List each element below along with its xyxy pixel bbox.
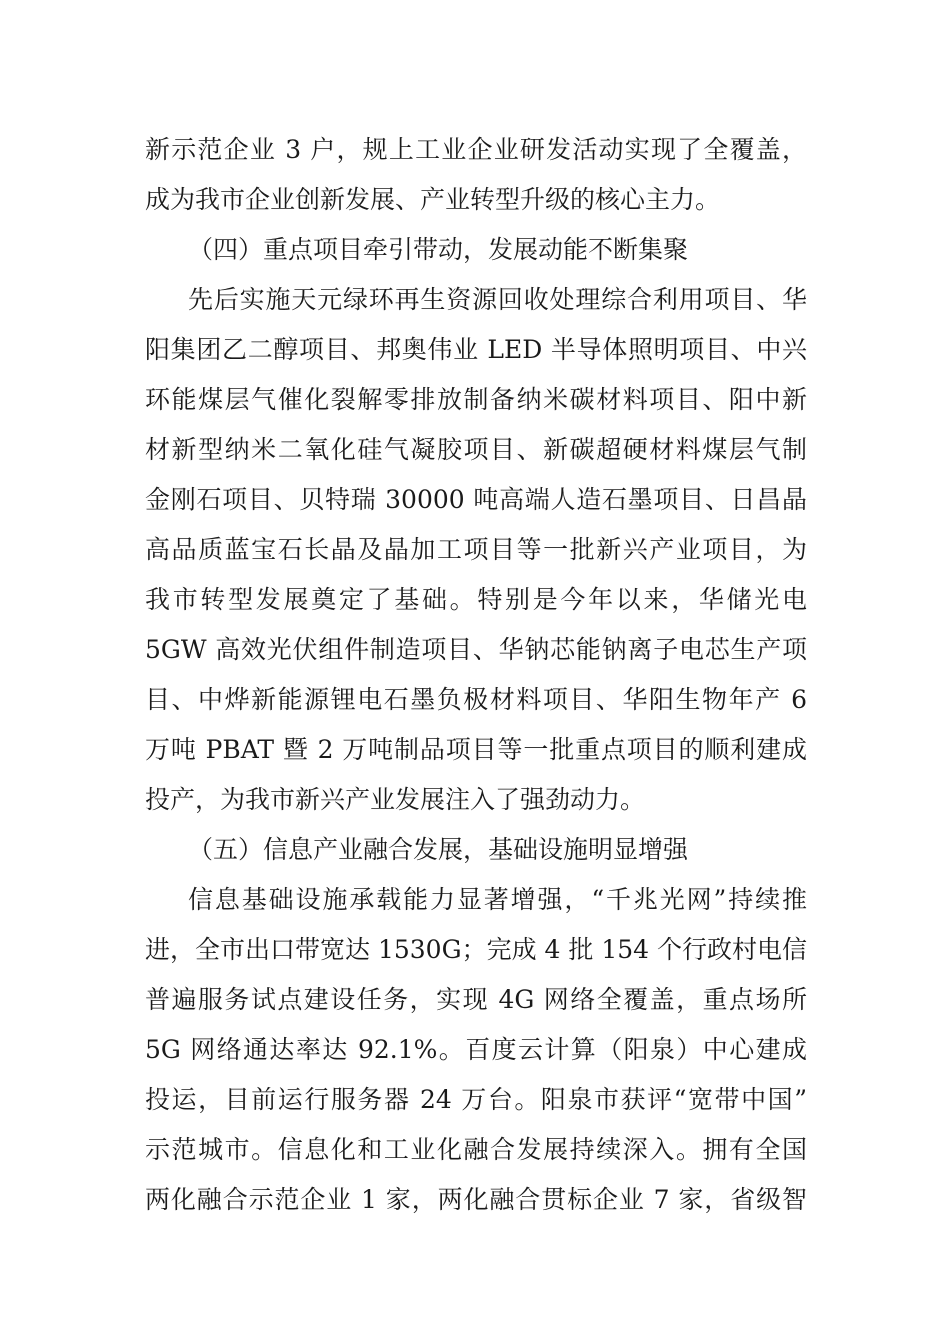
paragraph-line: 示范城市。信息化和工业化融合发展持续深入。拥有全国 xyxy=(145,1135,807,1164)
paragraph-line: 5G 网络通达率达 92.1%。百度云计算（阳泉）中心建成 xyxy=(145,1035,807,1064)
paragraph-line: 投运，目前运行服务器 24 万台。阳泉市获评“宽带中国” xyxy=(145,1085,807,1114)
paragraph-line: 阳集团乙二醇项目、邦奥伟业 LED 半导体照明项目、中兴 xyxy=(145,335,807,364)
paragraph-line: 进，全市出口带宽达 1530G；完成 4 批 154 个行政村电信 xyxy=(145,935,807,964)
paragraph-line: 普遍服务试点建设任务，实现 4G 网络全覆盖，重点场所 xyxy=(145,985,807,1014)
paragraph-line: 目、中烨新能源锂电石墨负极材料项目、华阳生物年产 6 xyxy=(145,685,807,714)
paragraph-line: 5GW 高效光伏组件制造项目、华钠芯能钠离子电芯生产项 xyxy=(145,635,807,664)
paragraph-line: 高品质蓝宝石长晶及晶加工项目等一批新兴产业项目，为 xyxy=(145,535,807,564)
paragraph-line: 金刚石项目、贝特瑞 30000 吨高端人造石墨项目、日昌晶 xyxy=(145,485,807,514)
paragraph-line: 我市转型发展奠定了基础。特别是今年以来，华储光电 xyxy=(145,585,807,614)
paragraph-line: 先后实施天元绿环再生资源回收处理综合利用项目、华 xyxy=(188,285,807,314)
paragraph-line: 两化融合示范企业 1 家，两化融合贯标企业 7 家，省级智 xyxy=(145,1185,807,1214)
paragraph-line: 信息基础设施承载能力显著增强，“千兆光网”持续推 xyxy=(188,885,807,914)
paragraph-line: 成为我市企业创新发展、产业转型升级的核心主力。 xyxy=(145,185,721,214)
section-heading-5: （五）信息产业融合发展，基础设施明显增强 xyxy=(188,835,689,864)
paragraph-line: 新示范企业 3 户，规上工业企业研发活动实现了全覆盖， xyxy=(145,135,807,164)
paragraph-line: 万吨 PBAT 暨 2 万吨制品项目等一批重点项目的顺利建成 xyxy=(145,735,807,764)
section-heading-4: （四）重点项目牵引带动，发展动能不断集聚 xyxy=(188,235,689,264)
paragraph-line: 环能煤层气催化裂解零排放制备纳米碳材料项目、阳中新 xyxy=(145,385,807,414)
paragraph-line: 投产，为我市新兴产业发展注入了强劲动力。 xyxy=(145,785,646,814)
paragraph-line: 材新型纳米二氧化硅气凝胶项目、新碳超硬材料煤层气制 xyxy=(145,435,807,464)
